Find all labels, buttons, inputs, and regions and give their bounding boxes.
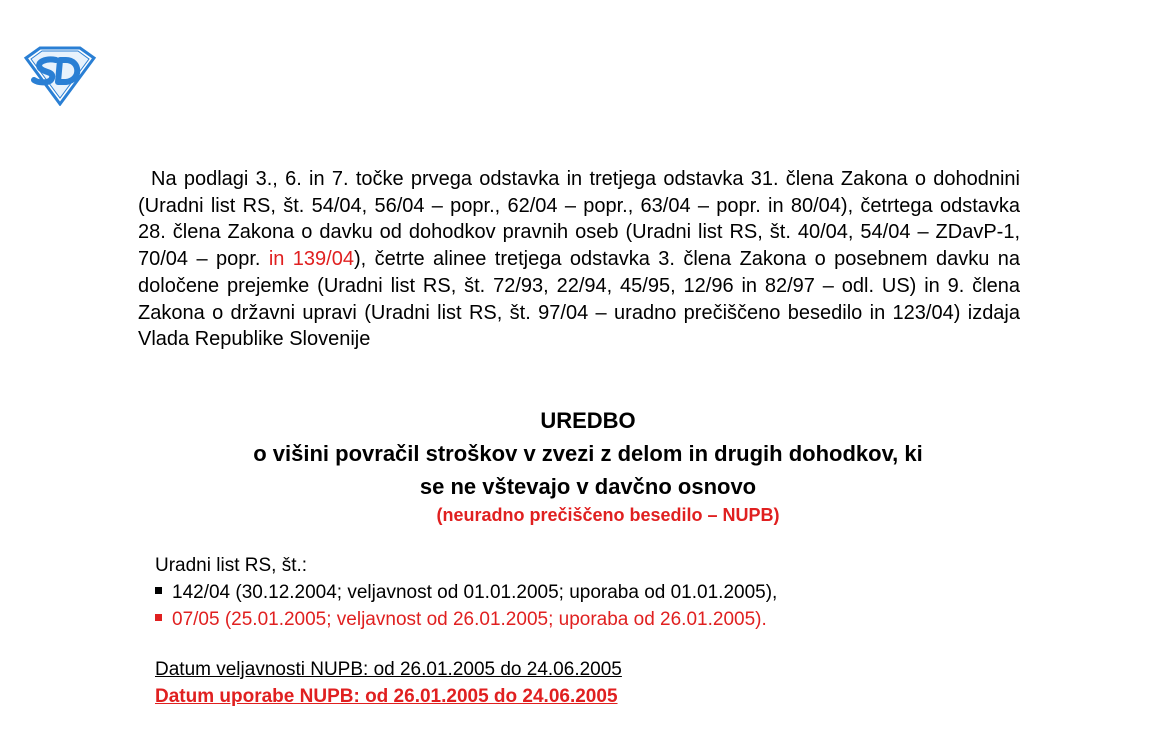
document-subtitle-line-1: o višini povračil stroškov v zvezi z delom in drugih dohodkov, ki	[253, 441, 923, 466]
bullet-icon	[155, 587, 162, 594]
document-title-block	[138, 404, 1038, 527]
source-entry-text: 142/04 (30.12.2004; veljavnost od 01.01.2005; uporaba od 01.01.2005),	[172, 582, 778, 603]
document-title: UREDBO	[540, 408, 636, 433]
sd-shield-logo-icon	[22, 46, 98, 106]
nupb-dates	[155, 656, 622, 710]
preamble-text: Na podlagi 3., 6. in 7. točke prvega odstavka in tretjega odstavka 31. člena Zakona o dohodnini (Uradni list RS, št. 54/04, 56/04 – popr., 62/04 – popr., 63/04 – popr. in 80/04), četrtega odstavka 28. člena Zakona o davku od dohodkov pravnih oseb (Uradni list RS, št. 40/04, 54/04 – ZDavP-1, 70/04 – popr.	[138, 168, 1020, 271]
bullet-icon	[155, 614, 162, 621]
official-gazette-sources	[155, 552, 1035, 633]
list-item	[155, 606, 1035, 633]
preamble-amendment: in 139/04	[260, 248, 354, 271]
sources-label: Uradni list RS, št.:	[155, 555, 308, 576]
source-entry-text: 07/05 (25.01.2005; veljavnost od 26.01.2005; uporaba od 26.01.2005).	[172, 609, 767, 630]
unofficial-consolidated-note: (neuradno prečiščeno besedilo – NUPB)	[436, 505, 780, 525]
validity-date: Datum veljavnosti NUPB: od 26.01.2005 do 24.06.2005	[155, 659, 622, 680]
preamble-text-continued: ), četrte alinee tretjega odstavka 3. člena Zakona o posebnem davku na določene prejemke (Uradni list RS, št. 72/93, 22/94, 45/95, 12/96 in 82/97 – odl. US) in 9. člena Zakona o državni upravi (Uradni list RS, št. 97/04 – uradno prečiščeno besedilo in 123/04) izdaja Vlada Republike Slovenije	[138, 248, 1020, 351]
sd-logo	[22, 46, 98, 106]
document-subtitle-line-2: se ne vštevajo v davčno osnovo	[419, 474, 757, 499]
list-item	[155, 579, 1035, 606]
application-date: Datum uporabe NUPB: od 26.01.2005 do 24.06.2005	[155, 686, 618, 707]
preamble-paragraph	[138, 166, 1020, 353]
